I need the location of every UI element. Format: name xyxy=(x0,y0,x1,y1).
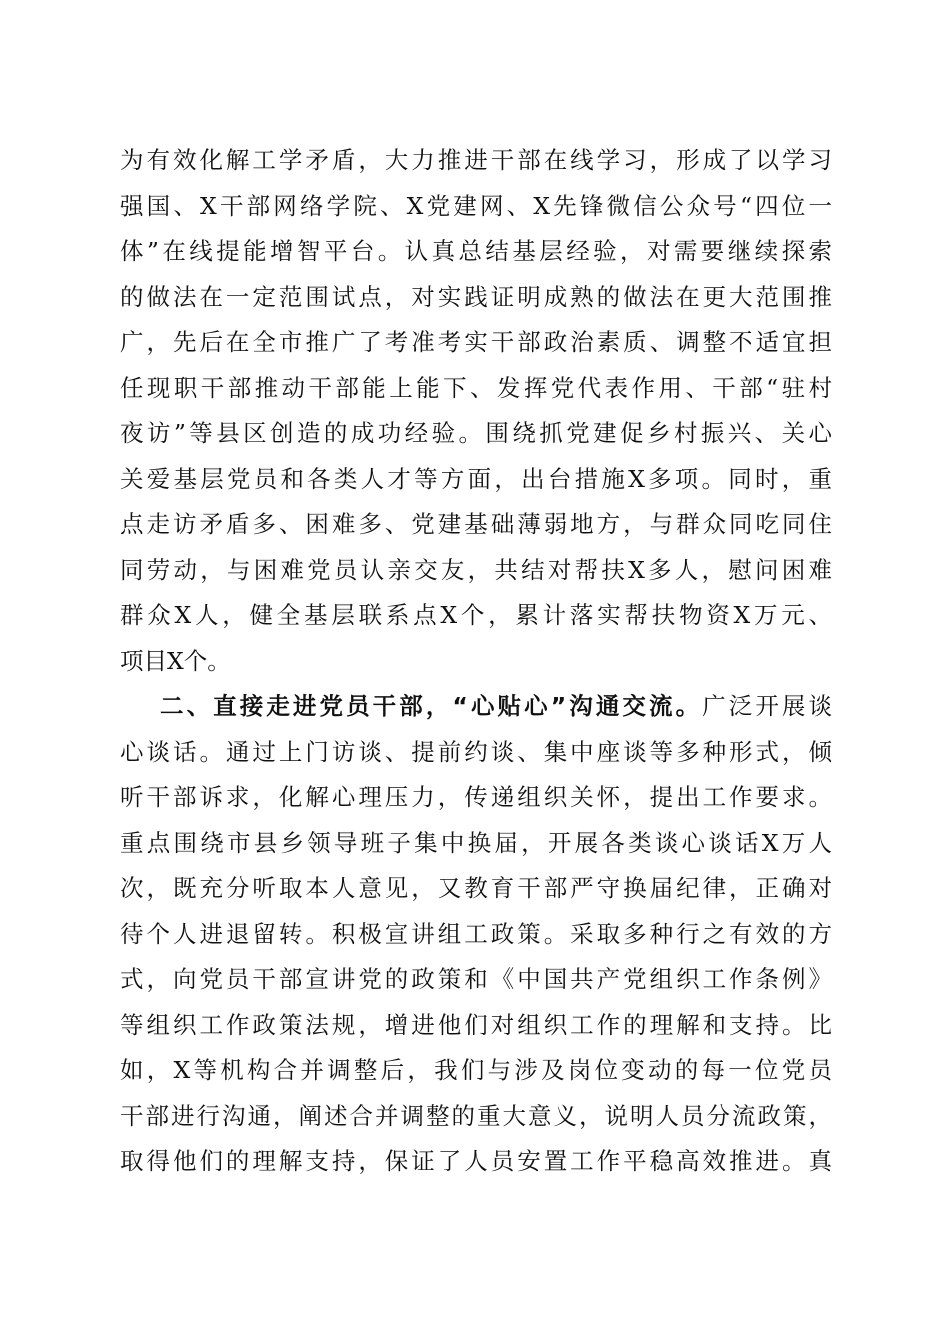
text-line: 心谈话。通过上门访谈、提前约谈、集中座谈等多种形式，倾 xyxy=(120,737,832,766)
paragraph-2 xyxy=(120,684,832,1185)
text-line: 广，先后在全市推广了考准考实干部政治素质、调整不适宜担 xyxy=(120,328,832,356)
section-2-first-line xyxy=(120,684,832,730)
text-line: 次，既充分听取本人意见，又教育干部严守换届纪律，正确对 xyxy=(120,874,832,902)
text-line: 点走访矛盾多、困难多、党建基础薄弱地方，与群众同吃同住 xyxy=(120,510,832,538)
text-line: 群众X人，健全基层联系点X个，累计落实帮扶物资X万元、 xyxy=(120,601,832,629)
text-line: 等组织工作政策法规，增进他们对组织工作的理解和支持。比 xyxy=(120,1010,832,1039)
text-line: 体”在线提能增智平台。认真总结基层经验，对需要继续探索 xyxy=(120,237,832,265)
text-line: 为有效化解工学矛盾，大力推进干部在线学习，形成了以学习 xyxy=(120,146,832,174)
text-line: 的做法在一定范围试点，对实践证明成熟的做法在更大范围推 xyxy=(120,282,832,311)
text-line: 干部进行沟通，阐述合并调整的重大意义，说明人员分流政策， xyxy=(120,1101,832,1130)
section-2-first-line-text: 广泛开展谈 xyxy=(702,692,833,720)
text-line: 项目X个。 xyxy=(120,646,231,675)
text-line: 强国、X干部网络学院、X党建网、X先锋微信公众号“四位一 xyxy=(120,191,832,220)
text-line: 夜访”等县区创造的成功经验。围绕抓党建促乡村振兴、关心 xyxy=(120,419,832,447)
section-2-heading: 二、直接走进党员干部，“心贴心”沟通交流。 xyxy=(160,692,703,720)
text-line: 同劳动，与困难党员认亲交友，共结对帮扶X多人，慰问困难 xyxy=(120,555,832,584)
text-line: 重点围绕市县乡领导班子集中换届，开展各类谈心谈话X万人 xyxy=(120,828,832,857)
text-line: 待个人进退留转。积极宣讲组工政策。采取多种行之有效的方 xyxy=(120,919,832,948)
text-line: 任现职干部推动干部能上能下、发挥党代表作用、干部“驻村 xyxy=(120,373,832,402)
paragraph-1 xyxy=(120,138,832,684)
document-body xyxy=(120,138,832,1185)
text-line: 如，X等机构合并调整后，我们与涉及岗位变动的每一位党员 xyxy=(120,1056,832,1084)
text-line: 听干部诉求，化解心理压力，传递组织关怀，提出工作要求。 xyxy=(120,783,832,811)
text-line: 式，向党员干部宣讲党的政策和《中国共产党组织工作条例》 xyxy=(120,965,832,993)
text-line: 取得他们的理解支持，保证了人员安置工作平稳高效推进。真 xyxy=(120,1147,832,1175)
text-line: 关爱基层党员和各类人才等方面，出台措施X多项。同时，重 xyxy=(120,464,832,493)
